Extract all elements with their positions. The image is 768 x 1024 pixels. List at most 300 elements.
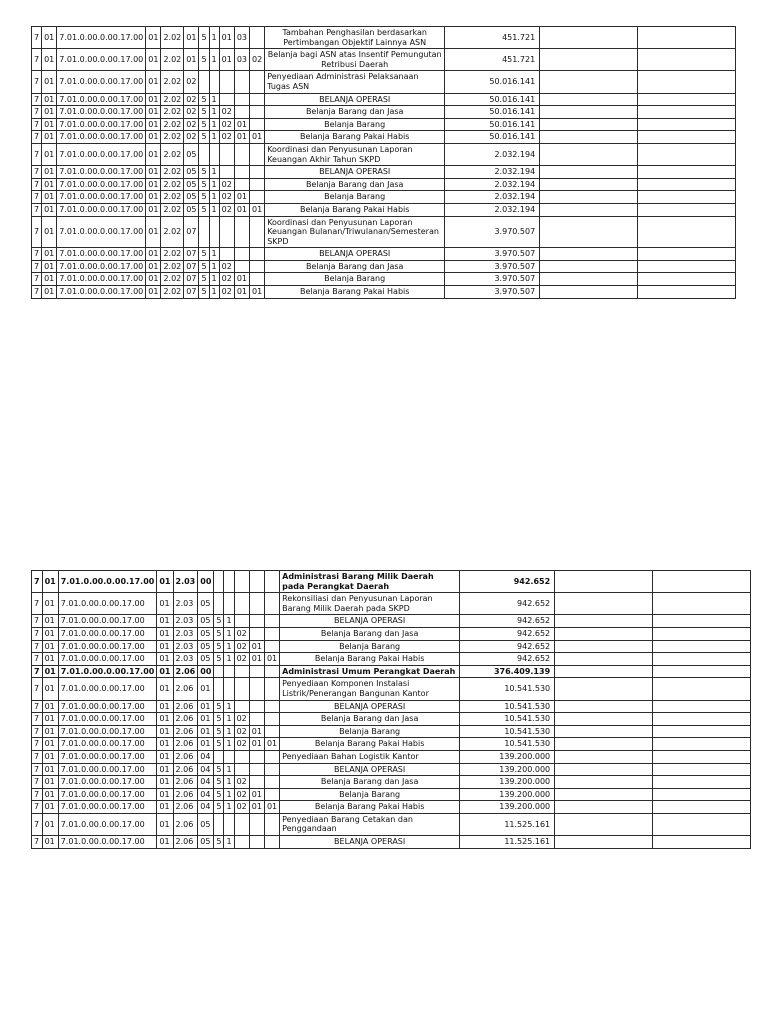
code-akun xyxy=(199,216,209,248)
empty-cell xyxy=(638,178,736,191)
code-objek: 01 xyxy=(249,640,264,653)
code-objek xyxy=(249,813,264,835)
code-jenis xyxy=(234,813,249,835)
code-sub-kegiatan: 02 xyxy=(184,106,199,119)
empty-cell xyxy=(638,216,736,248)
code-kegiatan: 2.06 xyxy=(173,801,198,814)
code-unit-code: 7.01.0.00.0.00.17.00 xyxy=(57,49,146,71)
code-kelompok: 1 xyxy=(224,738,234,751)
code-unit-code: 7.01.0.00.0.00.17.00 xyxy=(58,813,157,835)
code-jenis: 02 xyxy=(234,627,249,640)
item-name: Belanja Barang Pakai Habis xyxy=(280,653,460,666)
item-name: Belanja Barang dan Jasa xyxy=(265,178,445,191)
item-amount: 50.016.141 xyxy=(445,106,540,119)
code-jenis xyxy=(234,665,249,678)
code-urusan: 7 xyxy=(32,615,43,628)
item-name: Belanja Barang Pakai Habis xyxy=(280,738,460,751)
item-name: BELANJA OPERASI xyxy=(265,166,445,179)
item-amount: 2.032.194 xyxy=(445,191,540,204)
code-urusan: 7 xyxy=(32,836,43,849)
code-objek: 03 xyxy=(234,49,249,71)
code-akun: 5 xyxy=(199,93,209,106)
empty-cell xyxy=(653,640,751,653)
code-program: 01 xyxy=(146,248,161,261)
code-program: 01 xyxy=(146,93,161,106)
table-row xyxy=(32,788,751,801)
code-urusan: 7 xyxy=(32,248,42,261)
table-row xyxy=(32,118,736,131)
code-sub-kegiatan: 05 xyxy=(184,191,199,204)
table-row xyxy=(32,763,751,776)
code-bidang: 01 xyxy=(42,260,57,273)
code-objek xyxy=(249,750,264,763)
code-akun: 5 xyxy=(214,801,224,814)
item-name: Koordinasi dan Penyusunan Laporan Keuangan Akhir Tahun SKPD xyxy=(265,143,445,165)
code-akun: 5 xyxy=(199,166,209,179)
code-rincian: 01 xyxy=(250,203,265,216)
code-kegiatan: 2.02 xyxy=(161,93,184,106)
code-program: 01 xyxy=(157,665,173,678)
code-kegiatan: 2.06 xyxy=(173,836,198,849)
empty-cell xyxy=(540,191,638,204)
item-amount: 451.721 xyxy=(445,49,540,71)
code-kelompok xyxy=(224,593,234,615)
code-jenis: 02 xyxy=(234,713,249,726)
code-kegiatan: 2.03 xyxy=(173,615,198,628)
code-jenis xyxy=(219,248,234,261)
item-amount: 376.409.139 xyxy=(460,665,555,678)
code-urusan: 7 xyxy=(32,627,43,640)
code-bidang: 01 xyxy=(42,653,58,666)
code-objek: 01 xyxy=(234,273,249,286)
code-akun: 5 xyxy=(214,738,224,751)
code-kelompok: 1 xyxy=(209,93,219,106)
code-program: 01 xyxy=(157,801,173,814)
code-urusan: 7 xyxy=(32,178,42,191)
table-row xyxy=(32,131,736,144)
item-amount: 50.016.141 xyxy=(445,93,540,106)
code-rincian xyxy=(250,27,265,49)
code-unit-code: 7.01.0.00.0.00.17.00 xyxy=(58,725,157,738)
code-unit-code: 7.01.0.00.0.00.17.00 xyxy=(58,713,157,726)
code-program: 01 xyxy=(157,653,173,666)
code-akun xyxy=(214,593,224,615)
code-urusan: 7 xyxy=(32,27,42,49)
code-kegiatan: 2.06 xyxy=(173,700,198,713)
code-rincian: 01 xyxy=(250,286,265,299)
code-jenis xyxy=(219,93,234,106)
empty-cell xyxy=(540,143,638,165)
empty-cell xyxy=(555,725,653,738)
item-name: Belanja Barang xyxy=(265,191,445,204)
code-kelompok: 1 xyxy=(209,273,219,286)
code-objek: 01 xyxy=(234,131,249,144)
item-amount: 10.541.530 xyxy=(460,678,555,700)
code-akun xyxy=(214,571,224,593)
code-urusan: 7 xyxy=(32,750,43,763)
code-program: 01 xyxy=(146,106,161,119)
code-jenis xyxy=(219,166,234,179)
code-unit-code: 7.01.0.00.0.00.17.00 xyxy=(57,106,146,119)
code-unit-code: 7.01.0.00.0.00.17.00 xyxy=(58,750,157,763)
empty-cell xyxy=(555,678,653,700)
code-rincian xyxy=(250,191,265,204)
empty-cell xyxy=(638,203,736,216)
code-sub-kegiatan: 02 xyxy=(184,71,199,93)
item-amount: 2.032.194 xyxy=(445,166,540,179)
empty-cell xyxy=(540,203,638,216)
table-row xyxy=(32,286,736,299)
code-rincian xyxy=(264,750,279,763)
code-objek: 01 xyxy=(249,738,264,751)
code-kegiatan: 2.02 xyxy=(161,273,184,286)
code-program: 01 xyxy=(157,627,173,640)
budget-table-upper xyxy=(31,26,736,299)
empty-cell xyxy=(555,627,653,640)
code-bidang: 01 xyxy=(42,178,57,191)
code-kelompok: 1 xyxy=(209,166,219,179)
code-bidang: 01 xyxy=(42,248,57,261)
code-jenis: 02 xyxy=(219,131,234,144)
code-kelompok: 1 xyxy=(209,178,219,191)
code-sub-kegiatan: 05 xyxy=(184,143,199,165)
code-kegiatan: 2.02 xyxy=(161,71,184,93)
code-rincian xyxy=(264,700,279,713)
code-kelompok: 1 xyxy=(224,653,234,666)
item-amount: 942.652 xyxy=(460,571,555,593)
empty-cell xyxy=(540,286,638,299)
code-objek: 01 xyxy=(234,191,249,204)
empty-cell xyxy=(638,118,736,131)
code-objek: 01 xyxy=(234,118,249,131)
code-rincian xyxy=(250,178,265,191)
code-sub-kegiatan: 01 xyxy=(198,713,214,726)
code-jenis: 02 xyxy=(219,286,234,299)
item-name: Belanja Barang xyxy=(265,273,445,286)
code-kegiatan: 2.03 xyxy=(173,593,198,615)
item-amount: 11.525.161 xyxy=(460,813,555,835)
item-amount: 942.652 xyxy=(460,615,555,628)
code-kelompok: 1 xyxy=(209,118,219,131)
code-sub-kegiatan: 01 xyxy=(198,738,214,751)
code-bidang: 01 xyxy=(42,71,57,93)
empty-cell xyxy=(540,106,638,119)
code-program: 01 xyxy=(146,49,161,71)
code-objek xyxy=(249,593,264,615)
code-unit-code: 7.01.0.00.0.00.17.00 xyxy=(57,131,146,144)
code-kegiatan: 2.06 xyxy=(173,738,198,751)
code-sub-kegiatan: 04 xyxy=(198,776,214,789)
code-objek xyxy=(234,260,249,273)
code-unit-code: 7.01.0.00.0.00.17.00 xyxy=(57,166,146,179)
item-name: Belanja Barang Pakai Habis xyxy=(265,131,445,144)
item-amount: 3.970.507 xyxy=(445,273,540,286)
code-bidang: 01 xyxy=(42,788,58,801)
table-row xyxy=(32,571,751,593)
code-objek xyxy=(249,678,264,700)
code-kelompok xyxy=(209,71,219,93)
code-urusan: 7 xyxy=(32,571,43,593)
code-program: 01 xyxy=(157,763,173,776)
code-urusan: 7 xyxy=(32,143,42,165)
item-amount: 10.541.530 xyxy=(460,713,555,726)
code-sub-kegiatan: 05 xyxy=(198,640,214,653)
table-row xyxy=(32,627,751,640)
code-kegiatan: 2.02 xyxy=(161,118,184,131)
code-unit-code: 7.01.0.00.0.00.17.00 xyxy=(57,143,146,165)
code-kegiatan: 2.06 xyxy=(173,813,198,835)
code-akun: 5 xyxy=(199,273,209,286)
empty-cell xyxy=(638,49,736,71)
code-jenis xyxy=(234,700,249,713)
code-akun: 5 xyxy=(199,131,209,144)
code-kelompok: 1 xyxy=(209,106,219,119)
code-urusan: 7 xyxy=(32,203,42,216)
code-program: 01 xyxy=(157,640,173,653)
code-akun: 5 xyxy=(214,836,224,849)
table-row xyxy=(32,665,751,678)
item-amount: 10.541.530 xyxy=(460,700,555,713)
code-urusan: 7 xyxy=(32,131,42,144)
code-program: 01 xyxy=(157,678,173,700)
code-sub-kegiatan: 05 xyxy=(198,627,214,640)
code-akun: 5 xyxy=(199,106,209,119)
item-amount: 942.652 xyxy=(460,593,555,615)
code-bidang: 01 xyxy=(42,27,57,49)
code-urusan: 7 xyxy=(32,776,43,789)
code-program: 01 xyxy=(157,813,173,835)
empty-cell xyxy=(653,571,751,593)
empty-cell xyxy=(540,131,638,144)
empty-cell xyxy=(540,71,638,93)
table-row xyxy=(32,106,736,119)
code-bidang: 01 xyxy=(42,191,57,204)
code-program: 01 xyxy=(157,700,173,713)
code-jenis xyxy=(219,143,234,165)
empty-cell xyxy=(540,93,638,106)
code-kelompok: 1 xyxy=(224,836,234,849)
code-rincian xyxy=(264,713,279,726)
item-amount: 3.970.507 xyxy=(445,260,540,273)
code-objek xyxy=(249,665,264,678)
code-unit-code: 7.01.0.00.0.00.17.00 xyxy=(57,118,146,131)
code-kegiatan: 2.02 xyxy=(161,191,184,204)
item-amount: 50.016.141 xyxy=(445,131,540,144)
empty-cell xyxy=(555,813,653,835)
table-row xyxy=(32,178,736,191)
code-kelompok: 1 xyxy=(224,640,234,653)
table-row xyxy=(32,273,736,286)
item-name: Koordinasi dan Penyusunan Laporan Keuangan Bulanan/Triwulanan/Semesteran SKPD xyxy=(265,216,445,248)
code-rincian: 02 xyxy=(250,49,265,71)
empty-cell xyxy=(653,653,751,666)
code-program: 01 xyxy=(157,571,173,593)
code-rincian xyxy=(250,118,265,131)
table-row xyxy=(32,725,751,738)
code-akun xyxy=(214,665,224,678)
table-row xyxy=(32,203,736,216)
empty-cell xyxy=(653,713,751,726)
item-name: Belanja Barang dan Jasa xyxy=(280,713,460,726)
code-program: 01 xyxy=(146,178,161,191)
table-row xyxy=(32,678,751,700)
code-program: 01 xyxy=(146,203,161,216)
code-unit-code: 7.01.0.00.0.00.17.00 xyxy=(58,678,157,700)
code-jenis: 02 xyxy=(234,788,249,801)
code-kelompok: 1 xyxy=(224,801,234,814)
code-rincian xyxy=(250,106,265,119)
code-kegiatan: 2.02 xyxy=(161,27,184,49)
empty-cell xyxy=(555,750,653,763)
code-kegiatan: 2.06 xyxy=(173,750,198,763)
code-jenis: 02 xyxy=(219,178,234,191)
code-kegiatan: 2.06 xyxy=(173,725,198,738)
empty-cell xyxy=(555,653,653,666)
empty-cell xyxy=(653,813,751,835)
empty-cell xyxy=(638,248,736,261)
code-jenis: 01 xyxy=(219,49,234,71)
code-akun: 5 xyxy=(214,700,224,713)
code-urusan: 7 xyxy=(32,763,43,776)
code-kelompok: 1 xyxy=(224,615,234,628)
empty-cell xyxy=(555,788,653,801)
code-kelompok: 1 xyxy=(224,763,234,776)
code-program: 01 xyxy=(157,750,173,763)
code-bidang: 01 xyxy=(42,678,58,700)
code-program: 01 xyxy=(157,713,173,726)
code-kegiatan: 2.02 xyxy=(161,49,184,71)
empty-cell xyxy=(653,615,751,628)
empty-cell xyxy=(555,700,653,713)
table-row xyxy=(32,71,736,93)
code-unit-code: 7.01.0.00.0.00.17.00 xyxy=(58,615,157,628)
code-bidang: 01 xyxy=(42,738,58,751)
item-amount: 942.652 xyxy=(460,640,555,653)
code-program: 01 xyxy=(157,836,173,849)
code-jenis: 02 xyxy=(234,653,249,666)
item-name: Belanja Barang dan Jasa xyxy=(265,106,445,119)
item-name: Belanja Barang Pakai Habis xyxy=(280,801,460,814)
item-amount: 3.970.507 xyxy=(445,286,540,299)
empty-cell xyxy=(653,801,751,814)
code-objek xyxy=(249,700,264,713)
code-akun: 5 xyxy=(214,627,224,640)
code-urusan: 7 xyxy=(32,700,43,713)
empty-cell xyxy=(638,131,736,144)
code-objek xyxy=(234,143,249,165)
code-sub-kegiatan: 04 xyxy=(198,801,214,814)
code-urusan: 7 xyxy=(32,260,42,273)
code-unit-code: 7.01.0.00.0.00.17.00 xyxy=(57,93,146,106)
empty-cell xyxy=(555,713,653,726)
code-rincian xyxy=(250,71,265,93)
code-sub-kegiatan: 04 xyxy=(198,763,214,776)
code-jenis: 02 xyxy=(219,203,234,216)
code-rincian xyxy=(250,216,265,248)
table-row xyxy=(32,143,736,165)
code-kegiatan: 2.06 xyxy=(173,713,198,726)
item-amount: 942.652 xyxy=(460,653,555,666)
table-row xyxy=(32,166,736,179)
code-bidang: 01 xyxy=(42,627,58,640)
code-sub-kegiatan: 05 xyxy=(198,615,214,628)
code-bidang: 01 xyxy=(42,836,58,849)
code-rincian xyxy=(264,836,279,849)
empty-cell xyxy=(638,273,736,286)
code-objek xyxy=(234,71,249,93)
item-name: Belanja Barang xyxy=(280,788,460,801)
code-bidang: 01 xyxy=(42,713,58,726)
code-sub-kegiatan: 01 xyxy=(198,725,214,738)
code-rincian xyxy=(250,248,265,261)
code-akun: 5 xyxy=(199,27,209,49)
code-rincian xyxy=(264,571,279,593)
code-kelompok: 1 xyxy=(209,248,219,261)
code-program: 01 xyxy=(146,260,161,273)
code-bidang: 01 xyxy=(42,166,57,179)
code-program: 01 xyxy=(146,143,161,165)
code-kelompok: 1 xyxy=(209,203,219,216)
code-unit-code: 7.01.0.00.0.00.17.00 xyxy=(58,571,157,593)
code-rincian: 01 xyxy=(250,131,265,144)
code-bidang: 01 xyxy=(42,571,58,593)
code-sub-kegiatan: 02 xyxy=(184,131,199,144)
empty-cell xyxy=(638,166,736,179)
table-row xyxy=(32,593,751,615)
item-amount: 3.970.507 xyxy=(445,248,540,261)
code-kegiatan: 2.02 xyxy=(161,216,184,248)
code-urusan: 7 xyxy=(32,653,43,666)
code-program: 01 xyxy=(146,216,161,248)
item-name: BELANJA OPERASI xyxy=(280,763,460,776)
item-name: Penyediaan Komponen Instalasi Listrik/Penerangan Bangunan Kantor xyxy=(280,678,460,700)
empty-cell xyxy=(555,738,653,751)
code-bidang: 01 xyxy=(42,776,58,789)
code-akun: 5 xyxy=(214,763,224,776)
code-akun: 5 xyxy=(214,725,224,738)
code-akun: 5 xyxy=(214,640,224,653)
code-jenis xyxy=(234,615,249,628)
empty-cell xyxy=(638,191,736,204)
empty-cell xyxy=(540,273,638,286)
code-jenis xyxy=(219,216,234,248)
code-sub-kegiatan: 04 xyxy=(198,788,214,801)
empty-cell xyxy=(540,178,638,191)
code-bidang: 01 xyxy=(42,93,57,106)
code-kelompok xyxy=(209,143,219,165)
code-jenis xyxy=(234,763,249,776)
code-program: 01 xyxy=(146,71,161,93)
code-urusan: 7 xyxy=(32,216,42,248)
code-kegiatan: 2.02 xyxy=(161,203,184,216)
code-objek: 01 xyxy=(249,801,264,814)
code-bidang: 01 xyxy=(42,273,57,286)
empty-cell xyxy=(540,248,638,261)
code-objek: 01 xyxy=(234,286,249,299)
code-unit-code: 7.01.0.00.0.00.17.00 xyxy=(57,191,146,204)
item-name: Penyediaan Barang Cetakan dan Penggandaan xyxy=(280,813,460,835)
empty-cell xyxy=(653,627,751,640)
empty-cell xyxy=(555,615,653,628)
code-bidang: 01 xyxy=(42,216,57,248)
code-unit-code: 7.01.0.00.0.00.17.00 xyxy=(57,273,146,286)
code-urusan: 7 xyxy=(32,725,43,738)
code-urusan: 7 xyxy=(32,678,43,700)
code-objek: 01 xyxy=(249,653,264,666)
item-amount: 50.016.141 xyxy=(445,71,540,93)
code-unit-code: 7.01.0.00.0.00.17.00 xyxy=(57,178,146,191)
table-row xyxy=(32,750,751,763)
